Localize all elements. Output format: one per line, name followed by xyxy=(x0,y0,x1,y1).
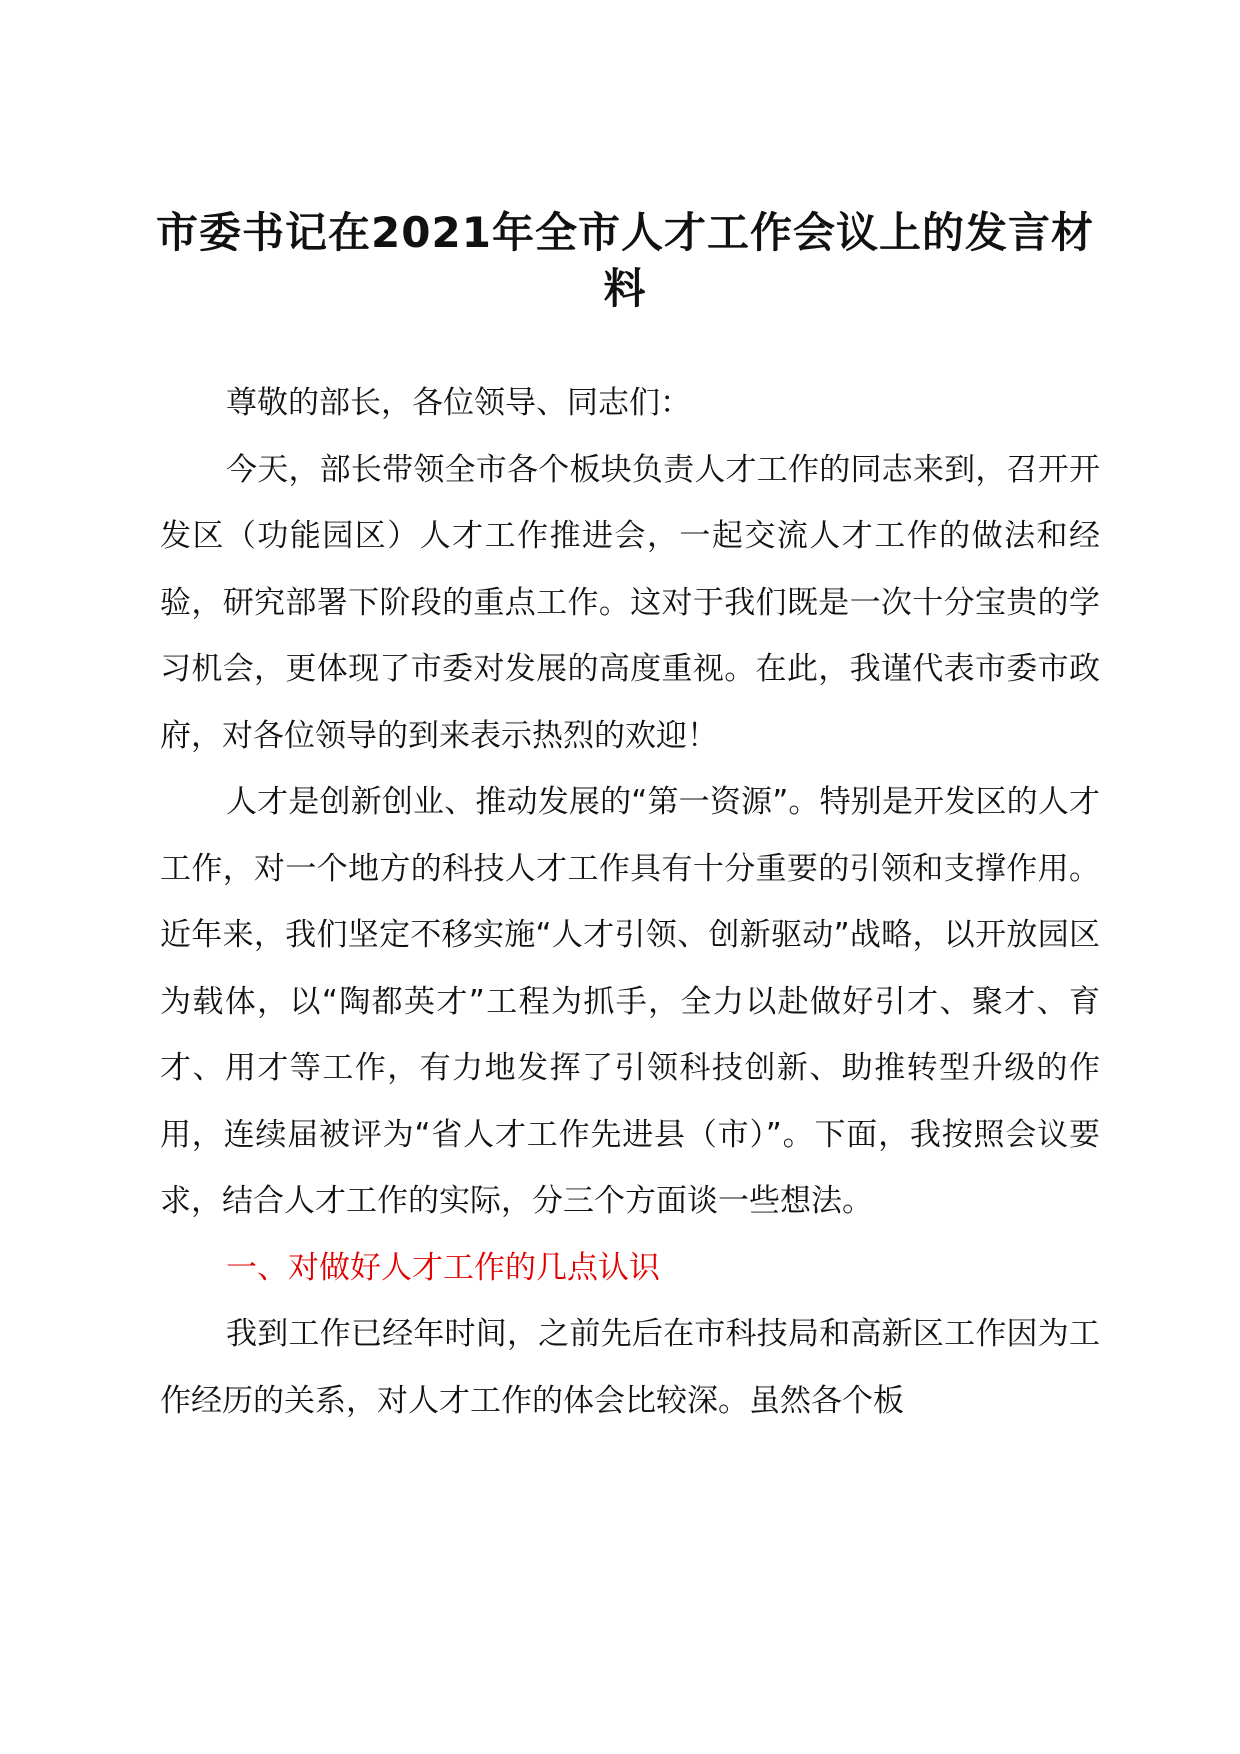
body-paragraph: 我到工作已经年时间，之前先后在市科技局和高新区工作因为工作经历的关系，对人才工作的体会比较深。虽然各个板 xyxy=(160,1316,1100,1419)
section-heading: 一、对做好人才工作的几点认识 xyxy=(226,1249,660,1286)
salutation: 尊敬的部长，各位领导、同志们： xyxy=(226,385,691,421)
body-paragraph: 今天，部长带领全市各个板块负责人才工作的同志来到，召开开发区（功能园区）人才工作推进会，一起交流人才工作的做法和经验，研究部署下阶段的重点工作。这对于我们既是一次十分宝贵的学习机会，更体现了市委对发展的高度重视。在此，我谨代表市委市政府，对各位领导的到来表示热烈的欢迎！ xyxy=(160,451,1100,754)
body-paragraph: 人才是创新创业、推动发展的“第一资源”。特别是开发区的人才工作，对一个地方的科技人才工作具有十分重要的引领和支撑作用。近年来，我们坚定不移实施“人才引领、创新驱动”战略，以开放园区为载体，以“陶都英才”工程为抓手，全力以赴做好引才、聚才、育才、用才等工作，有力地发挥了引领科技创新、助推转型升级的作用，连续届被评为“省人才工作先进县（市）”。下面，我按照会议要求，结合人才工作的实际，分三个方面谈一些想法。 xyxy=(160,784,1100,1219)
document-body xyxy=(160,370,1100,1434)
document-title: 市委书记在2021年全市人才工作会议上的发言材料 xyxy=(156,208,1094,313)
